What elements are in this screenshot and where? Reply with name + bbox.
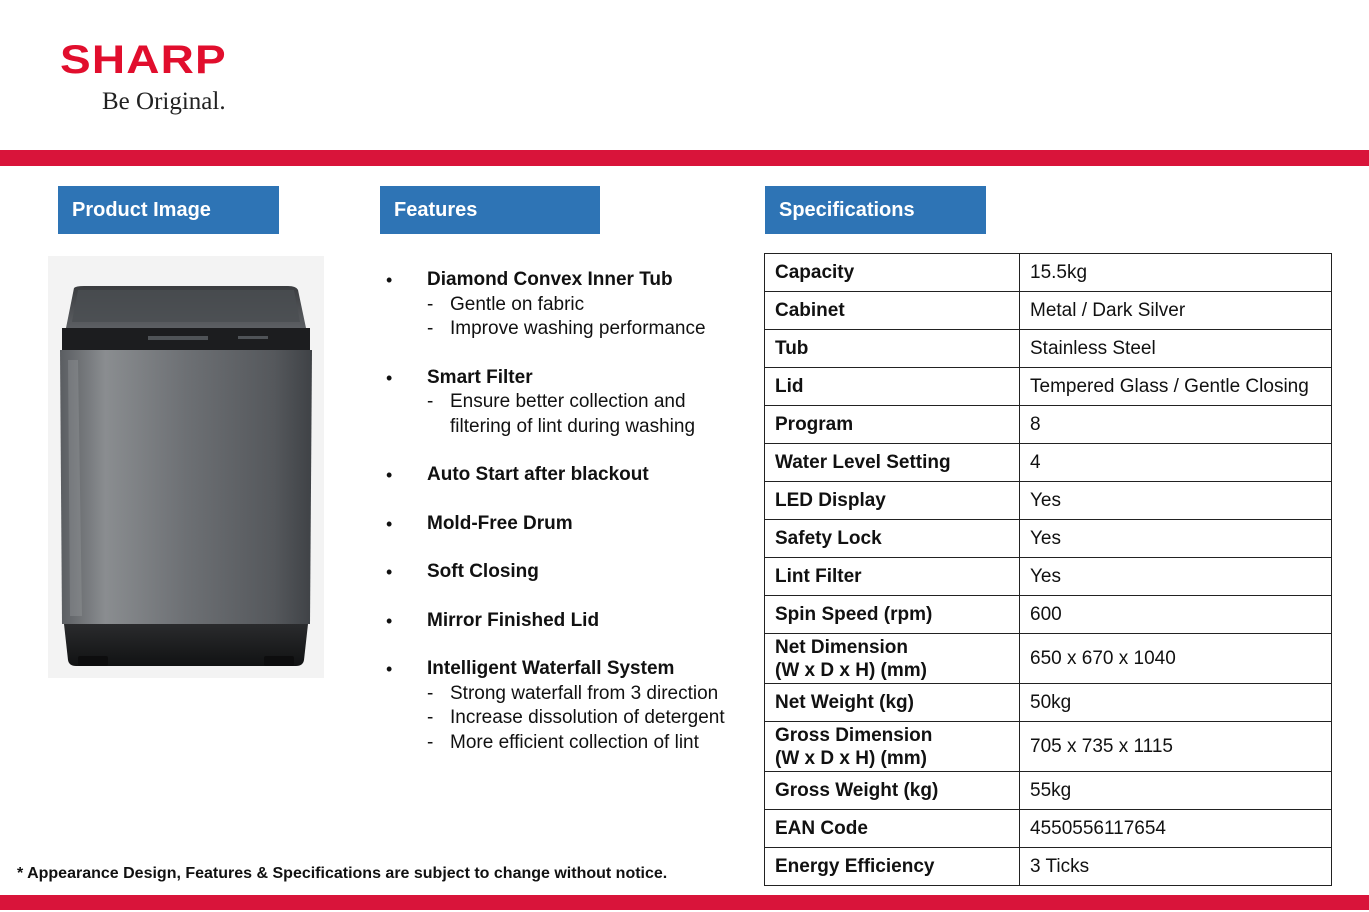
table-row xyxy=(765,810,1332,848)
table-row xyxy=(765,848,1332,886)
spec-value: 600 xyxy=(1020,596,1332,634)
feature-item xyxy=(386,366,746,440)
dash: - xyxy=(427,731,434,753)
feature-title: Smart Filter xyxy=(427,366,533,388)
feature-subitem-text: More efficient collection of lint xyxy=(450,731,699,753)
spec-label: Gross Dimension (W x D x H) (mm) xyxy=(765,722,1020,772)
feature-subitem xyxy=(427,731,737,756)
feature-subitem-text: Increase dissolution of detergent xyxy=(450,707,725,728)
spec-label: Gross Weight (kg) xyxy=(765,772,1020,810)
spec-value: Metal / Dark Silver xyxy=(1020,292,1332,330)
spec-value: Stainless Steel xyxy=(1020,330,1332,368)
spec-value: Yes xyxy=(1020,520,1332,558)
top-divider-bar xyxy=(0,150,1369,166)
spec-label: Tub xyxy=(765,330,1020,368)
feature-subitem xyxy=(427,317,737,342)
bottom-divider-bar xyxy=(0,895,1369,910)
table-row xyxy=(765,772,1332,810)
table-row xyxy=(765,292,1332,330)
table-row xyxy=(765,330,1332,368)
feature-item xyxy=(386,657,746,755)
spec-label: Program xyxy=(765,406,1020,444)
feature-title: Soft Closing xyxy=(427,561,539,582)
feature-item xyxy=(386,268,746,342)
spec-value: 650 x 670 x 1040 xyxy=(1020,634,1332,684)
feature-item xyxy=(386,609,746,634)
spec-label: Net Weight (kg) xyxy=(765,684,1020,722)
disclaimer-footnote: * Appearance Design, Features & Specifications are subject to change without notice. xyxy=(17,865,668,882)
spec-label: Spin Speed (rpm) xyxy=(765,596,1020,634)
dash: - xyxy=(427,391,434,412)
section-header-specifications: Specifications xyxy=(765,186,986,234)
spec-value: 50kg xyxy=(1020,684,1332,722)
bullet: • xyxy=(386,367,393,388)
spec-value: 8 xyxy=(1020,406,1332,444)
feature-title: Intelligent Waterfall System xyxy=(427,658,675,679)
bullet: • xyxy=(386,659,393,679)
table-row xyxy=(765,558,1332,596)
feature-subitem xyxy=(427,682,737,707)
feature-sublist xyxy=(427,682,746,756)
spec-value: 705 x 735 x 1115 xyxy=(1020,722,1332,772)
feature-title: Auto Start after blackout xyxy=(427,464,649,485)
dash: - xyxy=(427,682,434,704)
spec-label: LED Display xyxy=(765,482,1020,520)
dash: - xyxy=(427,318,434,339)
sharp-logo xyxy=(60,40,280,116)
brand-tagline: Be Original. xyxy=(102,88,226,115)
washing-machine-illustration xyxy=(48,256,324,678)
bullet: • xyxy=(386,610,393,631)
section-header-product-image: Product Image xyxy=(58,186,279,234)
bullet: • xyxy=(386,562,393,582)
dash: - xyxy=(427,707,434,728)
feature-subitem-text: Strong waterfall from 3 direction xyxy=(450,682,719,704)
feature-title: Mold-Free Drum xyxy=(427,512,573,534)
spec-label: EAN Code xyxy=(765,810,1020,848)
spec-value: 4550556117654 xyxy=(1020,810,1332,848)
feature-title: Mirror Finished Lid xyxy=(427,609,600,631)
spec-label: Lid xyxy=(765,368,1020,406)
dash: - xyxy=(427,293,434,315)
spec-value: 4 xyxy=(1020,444,1332,482)
bullet: • xyxy=(386,465,393,485)
spec-label: Energy Efficiency xyxy=(765,848,1020,886)
table-row xyxy=(765,634,1332,684)
table-row xyxy=(765,444,1332,482)
feature-subitem-text: Ensure better collection and filtering of lint during washing xyxy=(450,391,696,437)
spec-label: Lint Filter xyxy=(765,558,1020,596)
bullet: • xyxy=(386,270,393,290)
specifications-table xyxy=(764,253,1332,886)
section-header-features: Features xyxy=(380,186,600,234)
table-row xyxy=(765,254,1332,292)
feature-sublist xyxy=(427,293,746,342)
feature-subitem xyxy=(427,706,737,731)
feature-subitem-text: Gentle on fabric xyxy=(450,293,585,315)
table-row xyxy=(765,520,1332,558)
brand-name: SHARP xyxy=(60,38,227,82)
features-list xyxy=(386,268,746,779)
feature-sublist xyxy=(427,390,746,439)
table-row xyxy=(765,684,1332,722)
spec-label: Safety Lock xyxy=(765,520,1020,558)
spec-value: Yes xyxy=(1020,482,1332,520)
spec-value: 15.5kg xyxy=(1020,254,1332,292)
feature-item xyxy=(386,463,746,488)
table-row xyxy=(765,368,1332,406)
spec-value: Yes xyxy=(1020,558,1332,596)
spec-value: 3 Ticks xyxy=(1020,848,1332,886)
spec-label: Net Dimension (W x D x H) (mm) xyxy=(765,634,1020,684)
feature-item xyxy=(386,560,746,585)
feature-item xyxy=(386,512,746,537)
table-row xyxy=(765,406,1332,444)
feature-subitem xyxy=(427,390,737,439)
spec-label: Water Level Setting xyxy=(765,444,1020,482)
table-row xyxy=(765,596,1332,634)
product-image xyxy=(48,256,324,678)
spec-label: Cabinet xyxy=(765,292,1020,330)
spec-label: Capacity xyxy=(765,254,1020,292)
table-row xyxy=(765,482,1332,520)
feature-subitem xyxy=(427,293,737,318)
spec-value: 55kg xyxy=(1020,772,1332,810)
spec-value: Tempered Glass / Gentle Closing xyxy=(1020,368,1332,406)
bullet: • xyxy=(386,513,393,534)
table-row xyxy=(765,722,1332,772)
feature-subitem-text: Improve washing performance xyxy=(450,318,706,339)
feature-title: Diamond Convex Inner Tub xyxy=(427,269,673,290)
